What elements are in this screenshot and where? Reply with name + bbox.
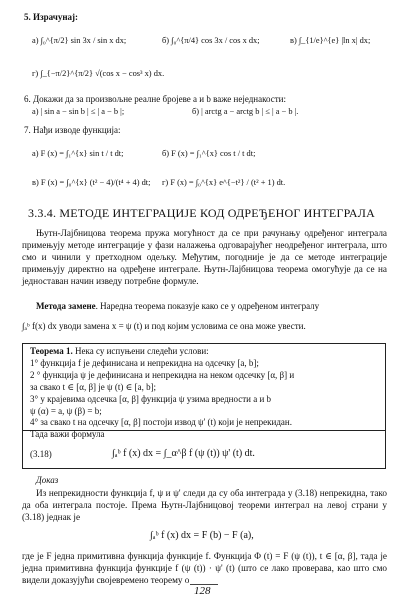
formula-number: (3.18)	[30, 449, 52, 459]
problem-5-v: в) ∫_{1/e}^{e} |ln x| dx;	[290, 36, 371, 45]
method-text: . Наредна теорема показује како се у одређеном интегралу	[95, 301, 320, 311]
theorem-condition-1: 1° функција f је дефинисана и непрекидна на одсечку [a, b];	[30, 358, 259, 368]
theorem-condition-3: 3° у крајевима одсечка [α, β] функција ψ узима вредности a и b	[30, 394, 272, 404]
method-line-1	[36, 301, 319, 311]
method-line-2: ∫ₐᵇ f(x) dx уводи замена x = ψ (t) и под којим условима се она може увести.	[22, 321, 306, 331]
problem-7-b: б) F (x) = ∫₁^{x} cos t / t dt;	[162, 149, 256, 158]
method-title: Метода замене	[36, 301, 96, 311]
problem-7-title: 7. Нађи изводе функција:	[24, 125, 121, 135]
proof-title: Доказ	[36, 475, 59, 485]
problem-7-g: г) F (x) = ∫₀^{x} e^{−t²} / (t² + 1) dt.	[162, 178, 286, 187]
theorem-tada: Тада важи формула	[30, 429, 105, 439]
theorem-condition-2: 2 ° функција ψ је дефинисана и непрекидна на неком одсечку [α, β] и	[30, 370, 295, 380]
problem-6-title: 6. Докажи да за произвољне реалне бројеве a и b важе неједнакости:	[24, 94, 286, 104]
problem-6-a: а) | sin a − sin b | ≤ | a − b |;	[32, 107, 125, 116]
problem-6-b: б) | arctg a − arctg b | ≤ | a − b |.	[192, 107, 299, 116]
section-intro: Њутн-Лајбницова теорема пружа могућност да се при рачунању одређеног интеграла примењују методе интеграције у фази налажења одговарајућег неодређеног интеграла, што смо и чинили у претходном одељку. Међутим, погодније је да се методе интеграције примењују директно на одређене интеграле. Њутн-Лајбницова теорема омогућује да се на једноставан начин изведу потребне формуле.	[22, 228, 387, 287]
problem-5-b: б) ∫₀^{π/4} cos 3x / cos x dx;	[162, 36, 260, 45]
problem-5-title: 5. Израчунај:	[24, 12, 79, 22]
proof-formula: ∫ₐᵇ f (x) dx = F (b) − F (a),	[150, 530, 254, 541]
theorem-intro: Нека су испуњени следећи услови:	[72, 346, 209, 356]
page-number: 128	[194, 585, 211, 597]
theorem-condition-4: 4° за свако t на одсечку [α, β] постоји извод ψ' (t) који је непрекидан.	[30, 417, 292, 427]
problem-7-a: а) F (x) = ∫₁^{x} sin t / t dt;	[32, 149, 124, 158]
section-heading: 3.3.4. МЕТОДЕ ИНТЕГРАЦИЈЕ КОД ОДРЕЂЕНОГ ИНТЕГРАЛА	[28, 206, 376, 220]
theorem-formula: ∫ₐᵇ f (x) dx = ∫_α^β f (ψ (t)) ψ' (t) dt.	[112, 448, 255, 459]
proof-paragraph-1: Из непрекидности функција f, ψ и ψ' следи да су оба интеграда у (3.18) непрекидна, тако да оба интеграла постоје. Према Њутн-Лајбницовој теореми интеграл на левој страни у (3.18) једнак је	[22, 488, 387, 523]
theorem-condition-2b: за свако t ∈ [α, β] је ψ (t) ∈ [a, b];	[30, 382, 157, 392]
problem-5-a: a) ∫₀^{π/2} sin 3x / sin x dx;	[32, 36, 127, 45]
theorem-box-outline	[22, 343, 386, 469]
theorem-condition-3b: ψ (α) = a, ψ (β) = b;	[30, 406, 102, 416]
problem-5-g: г) ∫_{−π/2}^{π/2} √(cos x − cos³ x) dx.	[32, 69, 165, 78]
theorem-title: Теорема 1.	[30, 346, 73, 356]
proof-paragraph-2: где је F једна примитивна функција функције f. Функција Φ (t) = F (ψ (t)), t ∈ [α, β], тада је једна примитивна функција функције f (ψ (t)) · ψ' (t) (што се лако проверава, као што смо видели доказујући својевремено теорему о	[22, 551, 387, 586]
problem-7-v: в) F (x) = ∫₀^{x} (t² − 4)/(t⁴ + 4) dt;	[32, 178, 151, 187]
